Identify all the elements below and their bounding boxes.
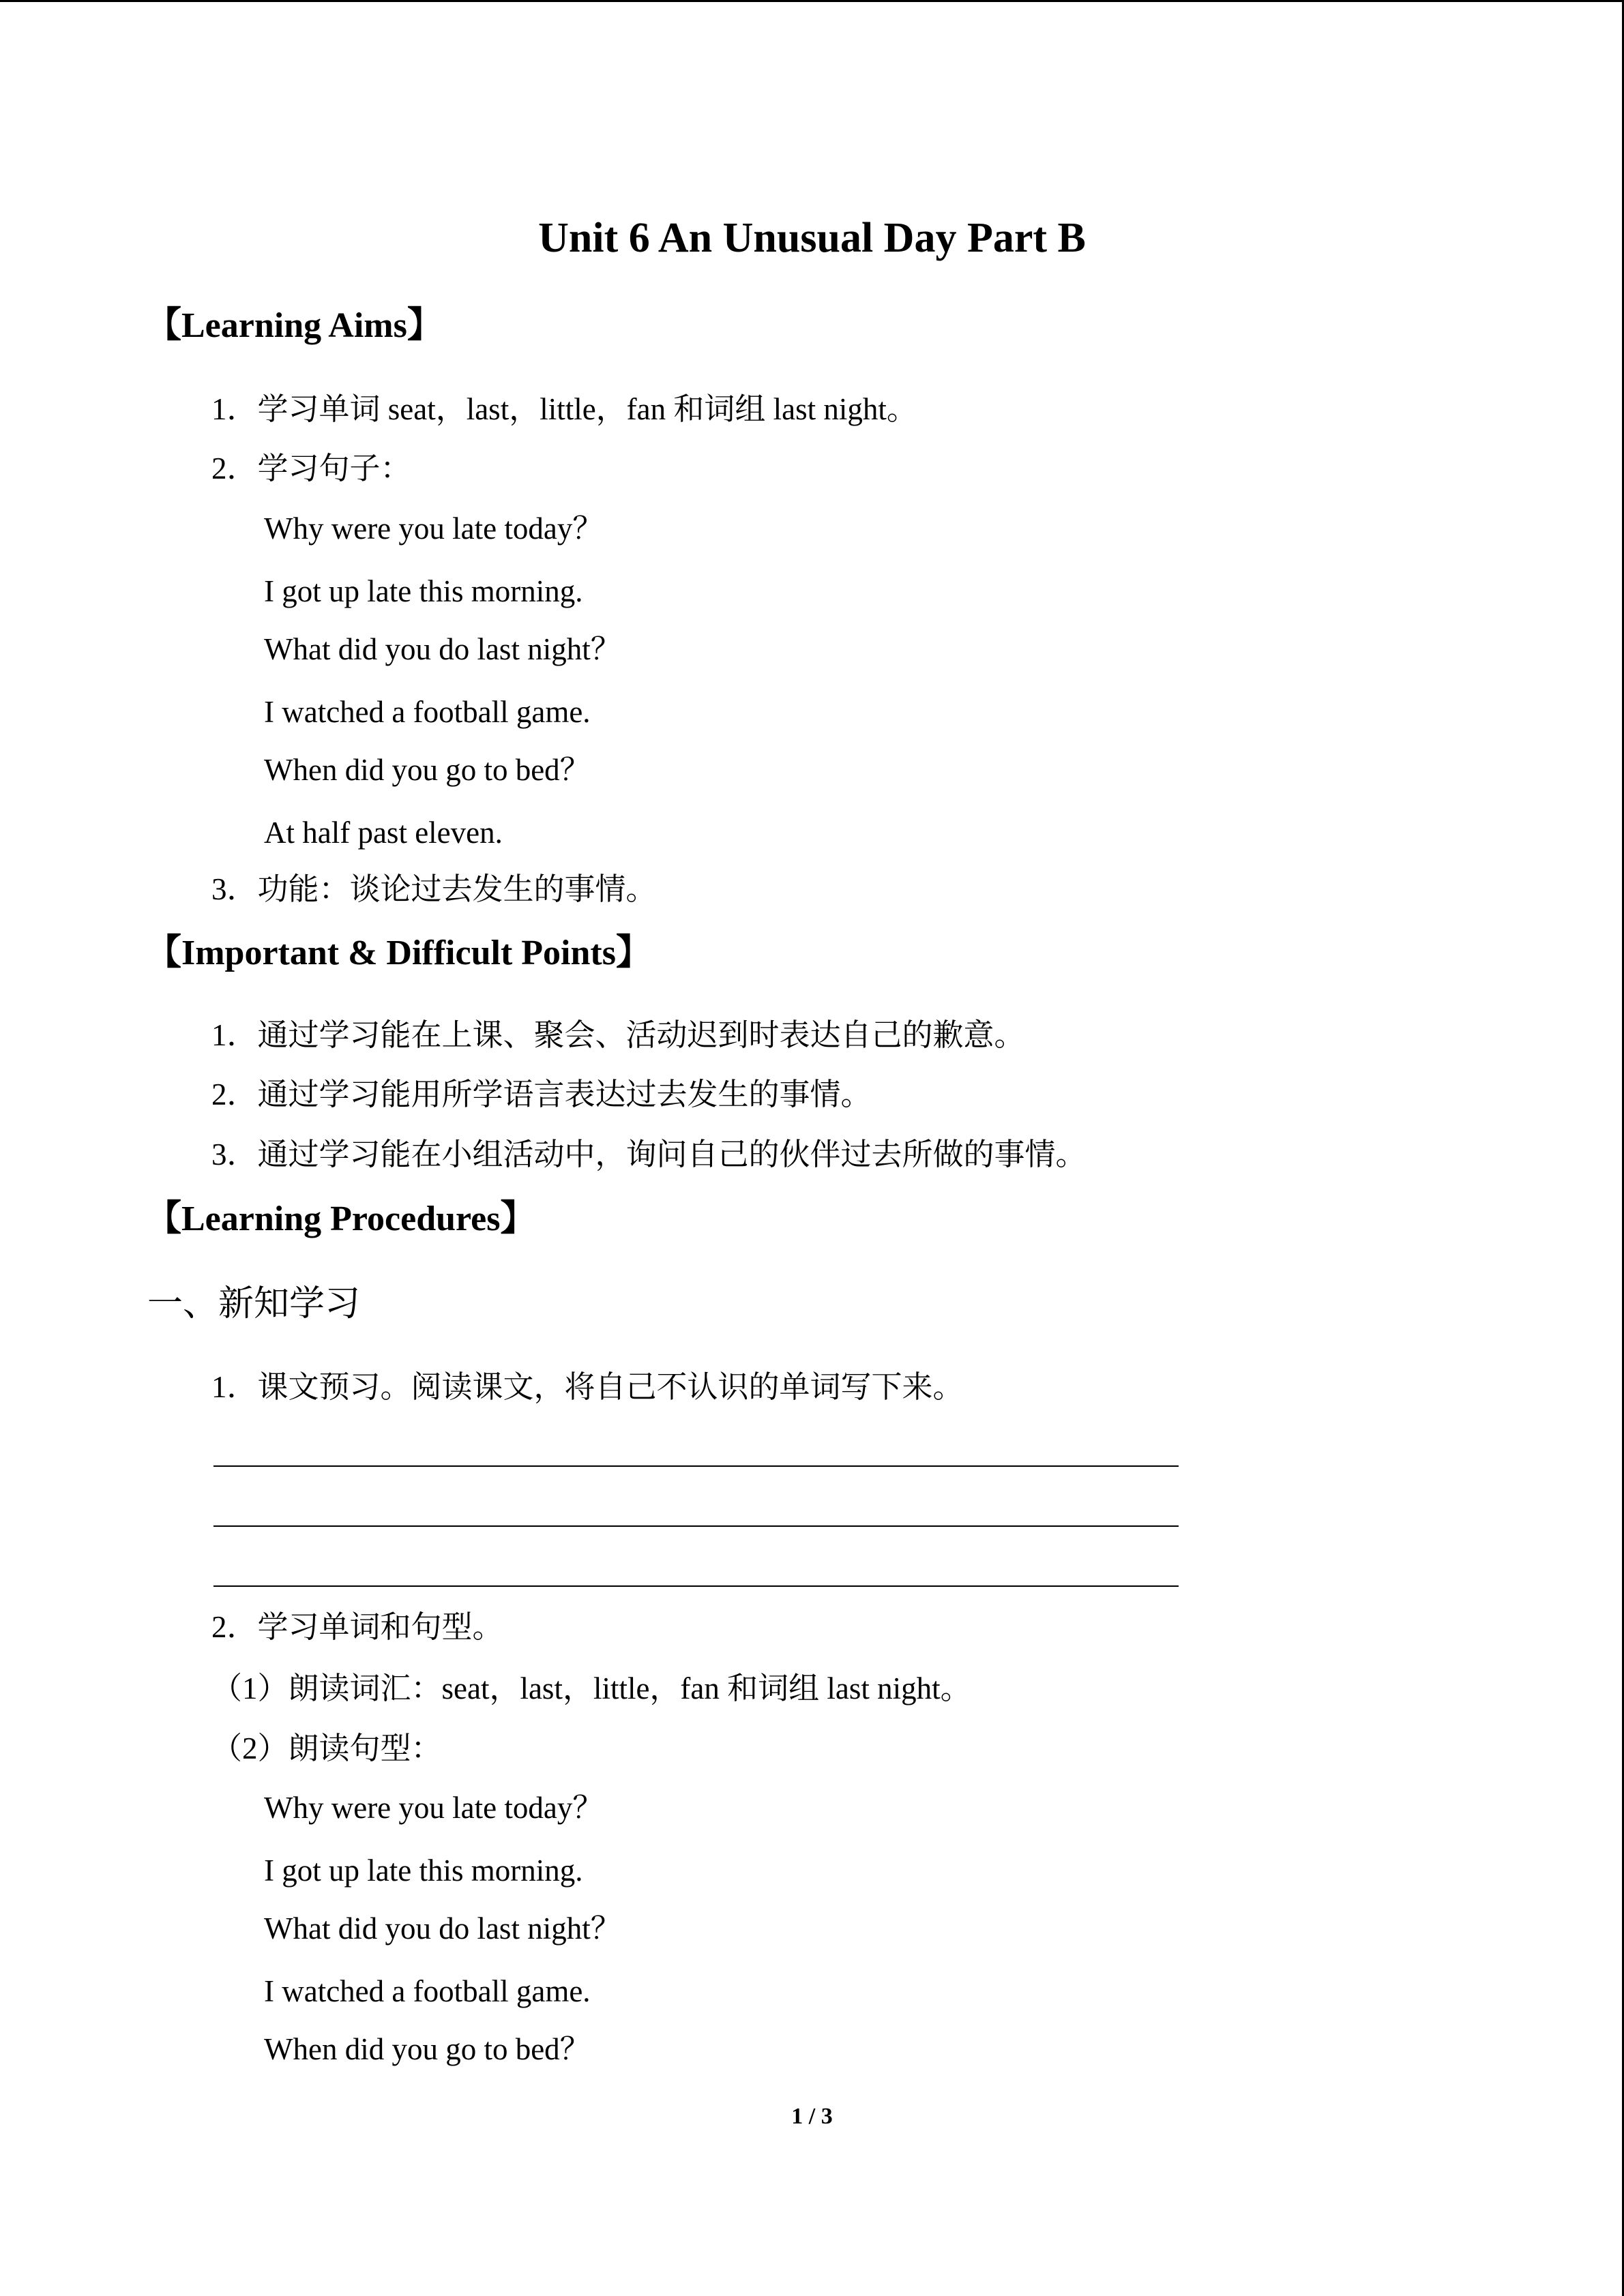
- aims-item-3: 3．功能：谈论过去发生的事情。: [211, 872, 657, 906]
- points-item-3: 3．通过学习能在小组活动中，询问自己的伙伴过去所做的事情。: [211, 1137, 1087, 1172]
- task-1: 1．课文预习。阅读课文，将自己不认识的单词写下来。: [211, 1370, 964, 1404]
- page-number: 1 / 3: [791, 2104, 833, 2129]
- important-points-heading: 【Important & Difficult Points】: [146, 934, 651, 972]
- procedure-sentence-2: I got up late this morning.: [264, 1853, 583, 1888]
- aims-sentence-1: Why were you late today？: [264, 511, 604, 546]
- aims-sentence-4: I watched a football game.: [264, 695, 591, 729]
- page-border-top: [0, 0, 1624, 2]
- aims-item-2: 2．学习句子：: [211, 451, 411, 486]
- learning-procedures-heading: 【Learning Procedures】: [146, 1199, 536, 1238]
- answer-line-1[interactable]: [213, 1465, 1179, 1467]
- task-2-1: （1）朗读词汇：seat，last，little，fan 和词组 last night。: [211, 1671, 971, 1705]
- procedure-sentence-3: What did you do last night？: [264, 1911, 621, 1945]
- page-title: Unit 6 An Unusual Day Part B: [538, 215, 1086, 261]
- aims-sentence-6: At half past eleven.: [264, 816, 503, 850]
- task-2-2: （2）朗读句型：: [211, 1731, 442, 1765]
- aims-sentence-5: When did you go to bed？: [264, 753, 591, 787]
- procedure-sentence-4: I watched a football game.: [264, 1974, 591, 2008]
- answer-line-2[interactable]: [213, 1525, 1179, 1527]
- answer-line-3[interactable]: [213, 1585, 1179, 1587]
- points-item-2: 2．通过学习能用所学语言表达过去发生的事情。: [211, 1077, 872, 1112]
- aims-item-1: 1．学习单词 seat，last，little，fan 和词组 last night。: [211, 392, 917, 426]
- aims-sentence-3: What did you do last night？: [264, 632, 621, 666]
- aims-sentence-2: I got up late this morning.: [264, 574, 583, 608]
- procedure-sentence-5: When did you go to bed？: [264, 2032, 591, 2066]
- task-2: 2．学习单词和句型。: [211, 1610, 503, 1644]
- learning-aims-heading: 【Learning Aims】: [146, 306, 443, 345]
- points-item-1: 1．通过学习能在上课、聚会、活动迟到时表达自己的歉意。: [211, 1018, 1025, 1052]
- procedure-sentence-1: Why were you late today？: [264, 1791, 604, 1825]
- section-heading-new-knowledge: 一、新知学习: [147, 1285, 361, 1324]
